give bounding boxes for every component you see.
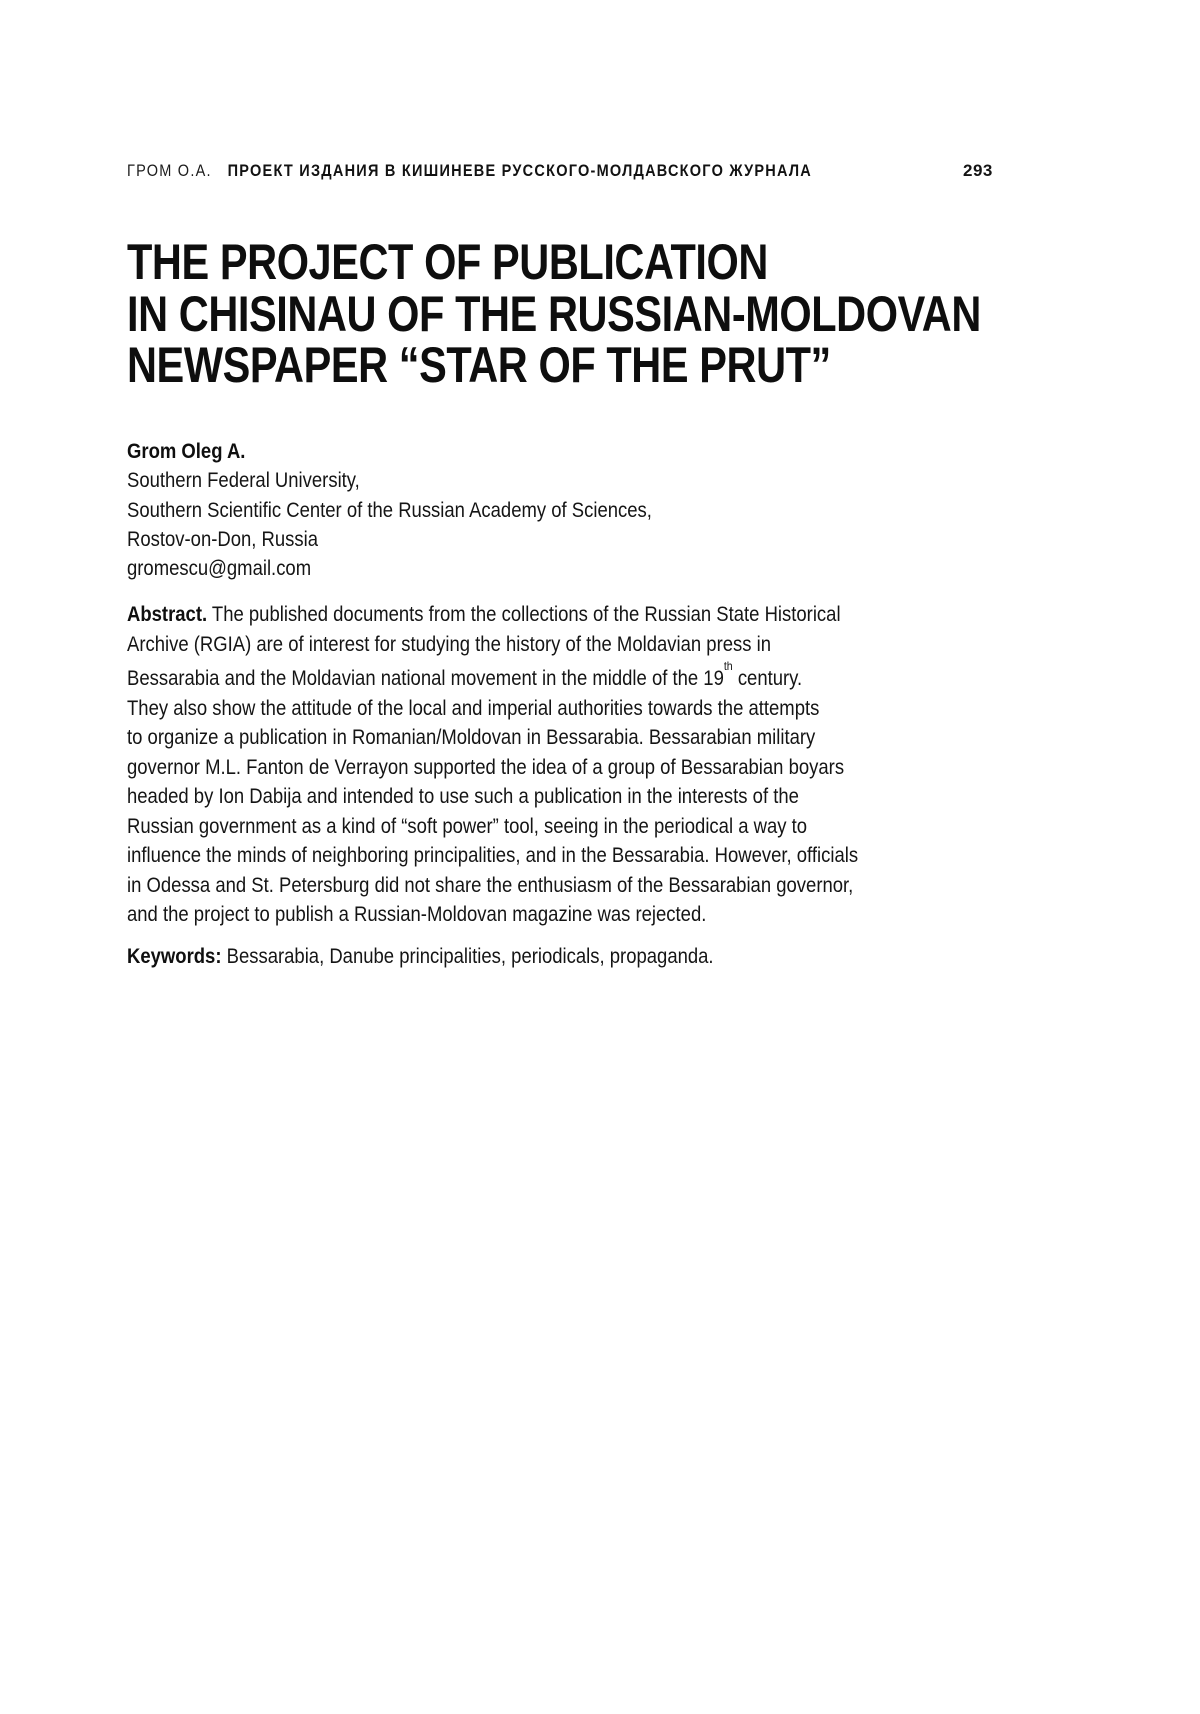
article-title-line: THE PROJECT OF PUBLICATION: [127, 234, 768, 290]
abstract-line: Archive (RGIA) are of interest for studying the history of the Moldavian press in: [127, 632, 772, 656]
affiliation-line: Southern Scientific Center of the Russian Academy of Sciences,: [127, 498, 652, 522]
running-header-article-title: ПРОЕКТ ИЗДАНИЯ В КИШИНЕВЕ РУССКОГО-МОЛДАВСКОГО ЖУРНАЛА: [227, 162, 813, 180]
keywords: [127, 942, 714, 972]
abstract-line: [127, 600, 858, 630]
abstract-line: to organize a publication in Romanian/Moldovan in Bessarabia. Bessarabian military: [127, 726, 816, 749]
keywords-label: Keywords:: [127, 945, 222, 968]
running-header: [127, 162, 812, 181]
author-block: [127, 437, 652, 583]
article-title: [127, 234, 981, 393]
article-title-line: NEWSPAPER “STAR OF THE PRUT”: [127, 337, 831, 393]
abstract-label: Abstract.: [127, 603, 208, 626]
abstract-line: influence the minds of neighboring principalities, and in the Bessarabia. However, officials: [127, 844, 859, 867]
running-header-author: ГРОМ О.А.: [127, 162, 212, 180]
abstract-line: governor M.L. Fanton de Verrayon supported the idea of a group of Bessarabian boyars: [127, 755, 845, 779]
abstract-text: The published documents from the collections of the Russian State Historical: [211, 603, 841, 626]
abstract-text: century.: [732, 667, 803, 690]
affiliation-line: Southern Federal University,: [127, 469, 360, 493]
abstract-line: headed by Ion Dabija and intended to use such a publication in the interests of the: [127, 785, 799, 808]
abstract-line: They also show the attitude of the local and imperial authorities towards the attempts: [127, 696, 820, 720]
abstract-line: in Odessa and St. Petersburg did not share the enthusiasm of the Bessarabian governor,: [127, 873, 854, 897]
page-number: 293: [963, 161, 993, 180]
abstract-line: [127, 659, 858, 694]
keywords-text: Bessarabia, Danube principalities, periodicals, propaganda.: [226, 945, 714, 968]
author-email: gromescu@gmail.com: [127, 557, 312, 581]
superscript-ordinal: th: [723, 659, 733, 673]
affiliation-line: Rostov-on-Don, Russia: [127, 527, 319, 551]
abstract-line: Russian government as a kind of “soft power” tool, seeing in the periodical a way to: [127, 814, 808, 838]
abstract: [127, 600, 858, 930]
author-name: Grom Oleg A.: [127, 440, 246, 463]
abstract-line: and the project to publish a Russian-Moldovan magazine was rejected.: [127, 903, 707, 926]
abstract-text: Bessarabia and the Moldavian national movement in the middle of the 19: [127, 667, 724, 690]
article-title-line: IN CHISINAU OF THE RUSSIAN-MOLDOVAN: [127, 285, 981, 342]
